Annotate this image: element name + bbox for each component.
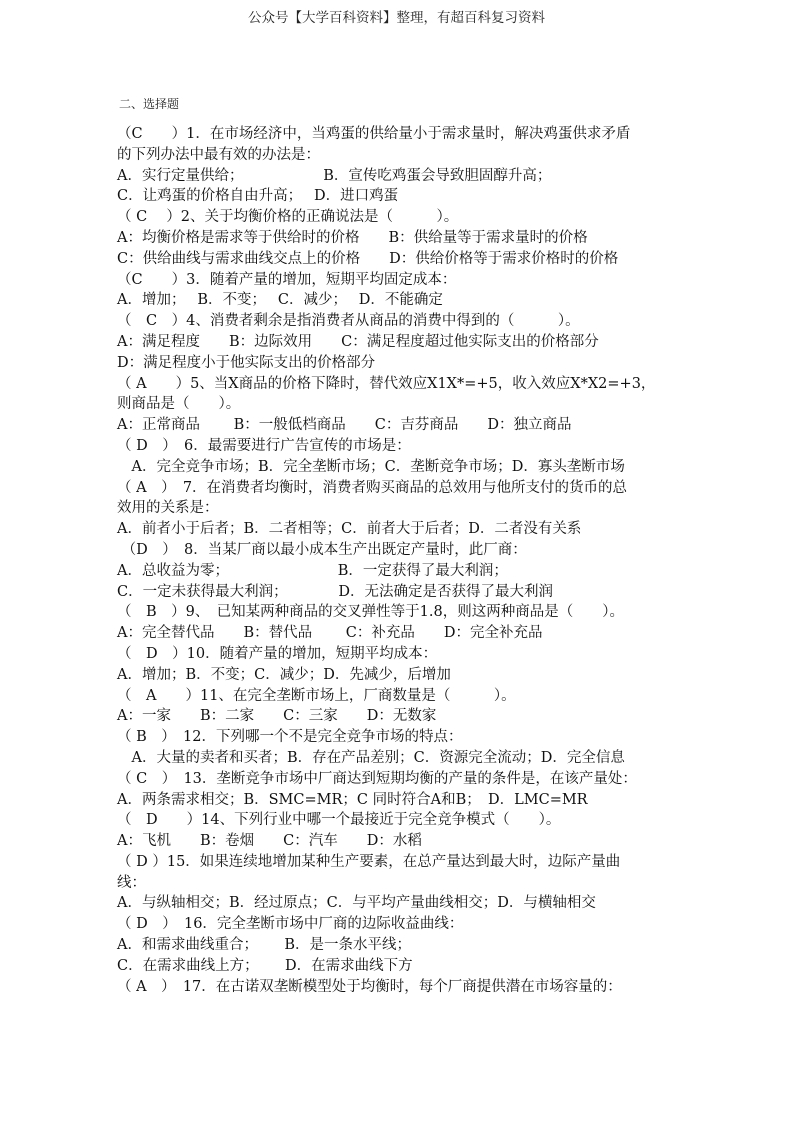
text-line: A．与纵轴相交；B．经过原点；C．与平均产量曲线相交；D．与横轴相交: [117, 895, 596, 912]
text-line: C：供给曲线与需求曲线交点上的价格 D：供给价格等于需求价格时的价格: [117, 250, 619, 267]
text-line: A．两条需求相交；B．SMC=MR；C 同时符合A和B； D．LMC=MR: [117, 791, 588, 808]
text-line: A：飞机 B：卷烟 C：汽车 D：水稻: [117, 833, 422, 850]
text-line: C．让鸡蛋的价格自由升高； D．进口鸡蛋: [117, 188, 399, 205]
section-title: 二、选择题: [119, 97, 180, 111]
text-line: A．和需求曲线重合； B．是一条水平线；: [117, 937, 411, 954]
text-line: （ D ）15．如果连续地增加某种生产要素，在总产量达到最大时，边际产量曲: [117, 853, 621, 870]
text-line: A：正常商品 B：一般低档商品 C：吉芬商品 D：独立商品: [117, 417, 572, 434]
text-line: （ D ） 6．最需要进行广告宣传的市场是：: [117, 437, 411, 454]
text-line: （ B ） 12．下列哪一个不是完全竞争市场的特点：: [117, 729, 463, 746]
text-line: D：满足程度小于他实际支出的价格部分: [117, 354, 376, 371]
text-line: （ A ）11、在完全垄断市场上，厂商数量是（ ）。: [117, 687, 516, 704]
text-line: （ D ） 16．完全垄断市场中厂商的边际收益曲线：: [117, 916, 464, 933]
text-line: （C ）3．随着产量的增加，短期平均固定成本：: [117, 271, 457, 288]
text-line: A．完全竞争市场；B．完全垄断市场；C．垄断竞争市场；D．寡头垄断市场: [117, 458, 625, 475]
text-line: （ C ）2、关于均衡价格的正确说法是（ ）。: [117, 209, 459, 226]
question-list: [117, 124, 677, 997]
text-line: （C ）1．在市场经济中，当鸡蛋的供给量小于需求量时，解决鸡蛋供求矛盾: [117, 126, 631, 142]
text-line: （D ） 8．当某厂商以最小成本生产出既定产量时，此厂商：: [117, 541, 527, 558]
text-line: （ A ） 17．在古诺双垄断模型处于均衡时，每个厂商提供潜在市场容量的：: [117, 978, 622, 995]
text-line: （ D ）14、下列行业中哪一个最接近于完全竞争模式（ ）。: [117, 812, 561, 829]
text-line: A．前者小于后者；B．二者相等；C．前者大于后者；D．二者没有关系: [117, 521, 582, 538]
text-line: A：完全替代品 B：替代品 C：补充品 D：完全补充品: [117, 625, 543, 642]
text-line: A．大量的卖者和买者；B．存在产品差别；C．资源完全流动；D．完全信息: [117, 749, 625, 766]
text-line: A：均衡价格是需求等于供给时的价格 B：供给量等于需求量时的价格: [117, 229, 588, 246]
page-header: 公众号【大学百科资料】整理，有超百科复习资料: [248, 10, 545, 26]
text-line: 线：: [117, 874, 146, 891]
text-line: 则商品是（ ）。: [117, 396, 241, 413]
text-line: A：一家 B：二家 C：三家 D：无数家: [117, 708, 437, 725]
text-line: 的下列办法中最有效的办法是：: [117, 146, 320, 163]
text-line: A．增加；B．不变；C．减少；D．先减少，后增加: [117, 666, 451, 683]
text-line: （ C ） 13．垄断竞争市场中厂商达到短期均衡的产量的条件是，在该产量处：: [117, 770, 637, 787]
text-line: （ B ）9、 已知某两种商品的交叉弹性等于1.8，则这两种商品是（ ）。: [117, 604, 624, 621]
text-line: （ A ）5、当X商品的价格下降时，替代效应X1X*=+5，收入效应X*X2=+3，: [117, 375, 656, 392]
text-line: （ A ） 7．在消费者均衡时，消费者购买商品的总效用与他所支付的货币的总: [117, 479, 628, 496]
text-line: C．在需求曲线上方； D．在需求曲线下方: [117, 957, 413, 974]
text-line: C．一定未获得最大利润； D．无法确定是否获得了最大利润: [117, 583, 553, 600]
text-line: A．总收益为零； B．一定获得了最大利润；: [117, 562, 508, 579]
text-line: 效用的关系是：: [117, 500, 219, 517]
text-line: （ C ）4、消费者剩余是指消费者从商品的消费中得到的（ ）。: [117, 313, 580, 330]
text-line: （ D ）10．随着产量的增加，短期平均成本：: [117, 645, 438, 662]
text-line: A：满足程度 B：边际效用 C：满足程度超过他实际支出的价格部分: [117, 333, 599, 350]
text-line: A．增加； B．不变； C．减少； D．不能确定: [117, 292, 443, 309]
text-line: A．实行定量供给； B．宣传吃鸡蛋会导致胆固醇升高；: [117, 167, 552, 184]
